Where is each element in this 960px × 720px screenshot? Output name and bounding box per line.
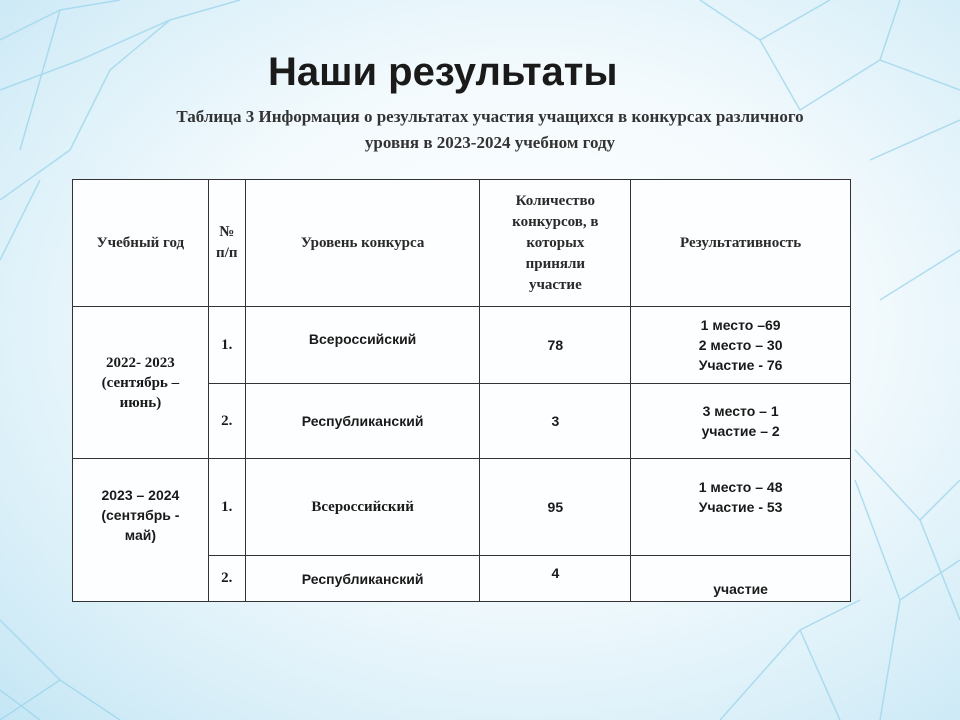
- header-count-line-5: участие: [528, 276, 582, 293]
- competition-count: 78: [480, 307, 631, 384]
- result-line: 2 место – 30: [698, 337, 783, 353]
- table-row: [73, 307, 851, 384]
- result-line: 3 место – 1: [702, 403, 779, 419]
- competition-level: Республиканский: [245, 556, 480, 602]
- header-results: Результативность: [631, 180, 851, 307]
- result-line: участие: [713, 580, 768, 597]
- page-title: Наши результаты: [268, 50, 618, 94]
- caption-line-2: уровня в 2023-2024 учебном году: [364, 133, 616, 152]
- competition-level: Республиканский: [245, 384, 480, 459]
- row-number: 2.: [208, 384, 245, 459]
- competition-level: [245, 307, 480, 384]
- competition-level-text: Всероссийский: [308, 331, 417, 347]
- header-count-line-3: которых: [526, 234, 585, 251]
- results-cell: [631, 384, 851, 459]
- table-caption: [90, 104, 890, 156]
- header-count-line-1: Количество: [515, 192, 595, 209]
- year-line-3: май): [124, 527, 157, 543]
- caption-line-1: Таблица 3 Информация о результатах участия учащихся в конкурсах различного: [176, 107, 804, 126]
- header-count: [480, 180, 631, 307]
- year-line-2: (сентябрь -: [101, 507, 180, 523]
- row-number: 1.: [208, 459, 245, 556]
- results-table: [72, 179, 851, 602]
- competition-count: [480, 556, 631, 602]
- year-cell: [73, 307, 209, 459]
- header-number-line-1: №: [219, 224, 235, 240]
- competition-count: 95: [480, 459, 631, 556]
- competition-level: Всероссийский: [245, 459, 480, 556]
- header-level: Уровень конкурса: [245, 180, 480, 307]
- header-count-line-4: приняли: [525, 255, 586, 272]
- result-line: Участие - 53: [698, 499, 783, 515]
- result-line: участие – 2: [701, 423, 780, 439]
- year-line-1: 2022- 2023: [106, 354, 175, 371]
- result-line: Участие - 76: [698, 357, 783, 373]
- results-cell: [631, 459, 851, 556]
- year-line-3: июнь): [119, 394, 162, 411]
- results-cell: [631, 556, 851, 602]
- table-row: [73, 459, 851, 556]
- result-line: 1 место –69: [700, 317, 781, 333]
- header-number-line-2: п/п: [216, 245, 238, 261]
- competition-count: 3: [480, 384, 631, 459]
- year-line-1: 2023 – 2024: [101, 487, 180, 503]
- row-number: 2.: [208, 556, 245, 602]
- row-number: 1.: [208, 307, 245, 384]
- competition-count-text: 4: [551, 564, 560, 581]
- header-number: [208, 180, 245, 307]
- table-header-row: [73, 180, 851, 307]
- year-cell: [73, 459, 209, 602]
- result-line: 1 место – 48: [698, 479, 783, 495]
- header-year: Учебный год: [73, 180, 209, 307]
- results-cell: [631, 307, 851, 384]
- header-count-line-2: конкурсов, в: [512, 213, 599, 230]
- year-line-2: (сентябрь –: [101, 374, 180, 391]
